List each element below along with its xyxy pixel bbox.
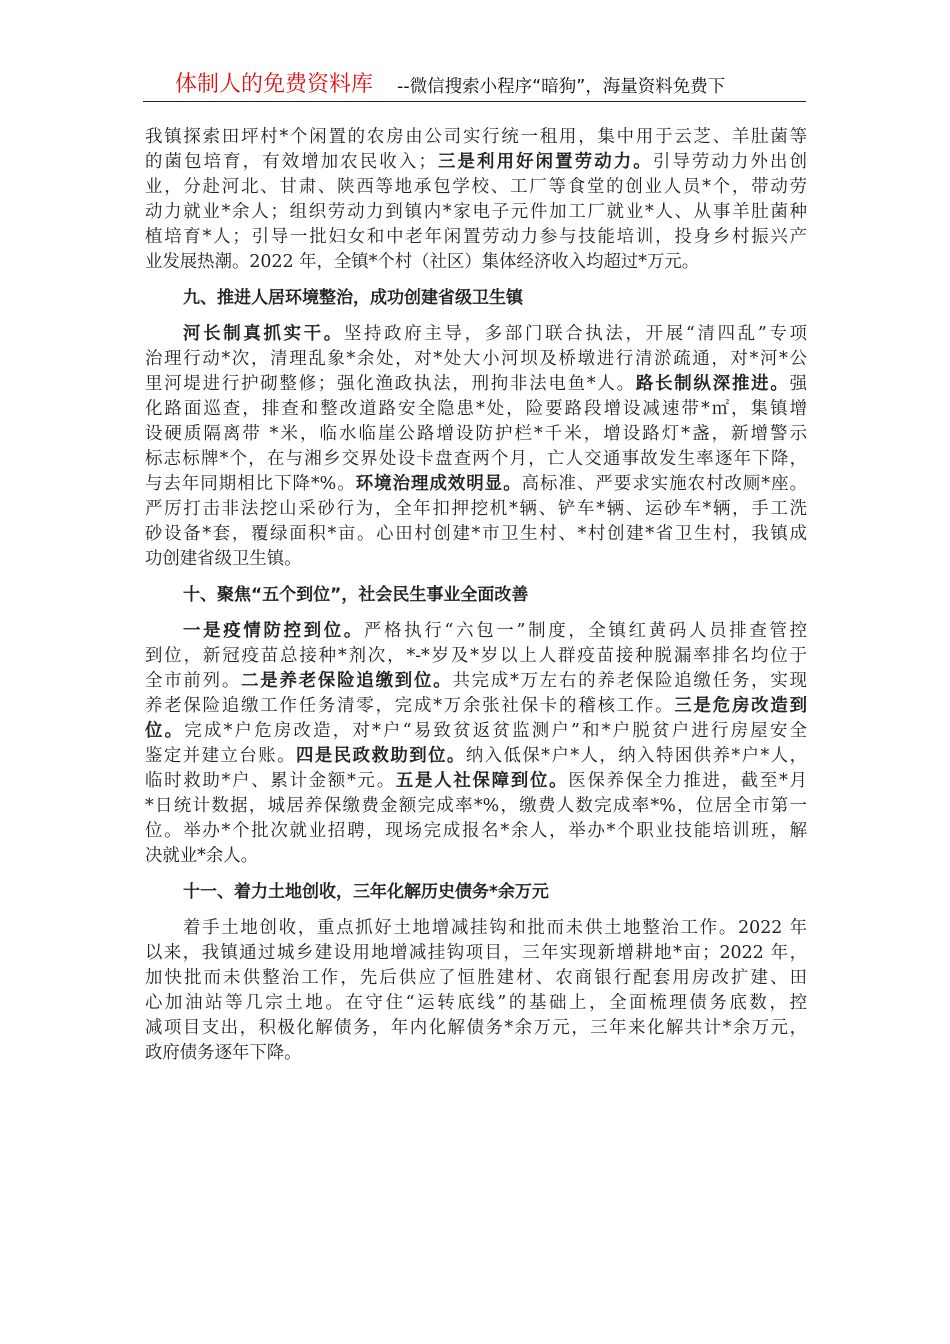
body-text: 与去年同期相比下降*%。 <box>145 474 356 494</box>
paragraph <box>145 322 807 572</box>
body-text: 心加油站等几宗土地。在守住“运转底线”的基础上，全面梳理债务底数，控 <box>145 993 807 1013</box>
body-text: 功创建省级卫生镇。 <box>145 549 302 569</box>
text-line <box>145 397 807 422</box>
text-line <box>145 769 807 794</box>
text-line <box>145 819 807 844</box>
body-text: 坚持政府主导，多部门联合执法，开展“清四乱”专项 <box>343 324 807 344</box>
body-text: 共完成*万左右的养老保险追缴任务，实现 <box>452 671 807 691</box>
body-text: 业，分赴河北、甘肃、陕西等地承包学校、工厂等食堂的创业人员*个，带动劳 <box>145 177 807 197</box>
bold-lead-text: 三是危房改造到 <box>674 696 807 716</box>
bold-lead-text: 位。 <box>145 721 185 741</box>
bold-lead-text: 五是人社保障到位。 <box>395 771 569 791</box>
body-text: 化路面巡查，排查和整改道路安全隐患*处，险要路段增设减速带*㎡，集镇增 <box>145 399 807 419</box>
body-text: 强 <box>789 374 807 394</box>
text-line <box>145 200 807 225</box>
brand-title: 体制人的免费资料库 <box>175 72 374 97</box>
body-text: 医保养保全力推进，截至*月 <box>568 771 807 791</box>
paragraph <box>145 619 807 869</box>
body-text: 引导劳动力外出创 <box>652 152 807 172</box>
section-heading: 九、推进人居环境整治，成功创建省级卫生镇 <box>183 288 523 308</box>
body-text: 设硬质隔离带 *米，临水临崖公路增设防护栏*千米，增设路灯*盏，新增警示 <box>145 424 807 444</box>
body-text: 全市前列。 <box>145 671 242 691</box>
body-text: 植培育*人；引导一批妇女和中老年闲置劳动力参与技能培训，投身乡村振兴产 <box>145 227 807 247</box>
text-line <box>145 794 807 819</box>
body-text: 纳入低保*户*人，纳入特困供养*户*人， <box>465 746 807 766</box>
bold-lead-text: 一是疫情防控到位。 <box>183 621 365 641</box>
text-line <box>145 941 807 966</box>
section-heading: 十、聚焦“五个到位”，社会民生事业全面改善 <box>183 585 529 605</box>
body-text: 决就业*余人。 <box>145 846 259 866</box>
text-line <box>145 644 807 669</box>
text-line <box>145 422 807 447</box>
body-text: 到位，新冠疫苗总接种*剂次，*-*岁及*岁以上人群疫苗接种脱漏率排名均位于 <box>145 646 807 666</box>
text-line <box>145 125 807 150</box>
body-text: 着手土地创收，重点抓好土地增减挂钩和批而未供土地整治工作。2022 年 <box>183 918 807 938</box>
bold-lead-text: 二是养老保险追缴到位。 <box>241 671 453 691</box>
text-line <box>145 347 807 372</box>
text-line <box>145 472 807 497</box>
text-line <box>145 372 807 397</box>
body-text: 养老保险追缴工作任务清零，完成*万余张社保卡的稽核工作。 <box>145 696 675 716</box>
text-line <box>145 150 807 175</box>
text-line <box>145 250 807 275</box>
text-line <box>145 694 807 719</box>
body-text: 里河堤进行护砌整修；强化渔政执法，刑拘非法电鱼*人。 <box>145 374 636 394</box>
text-line <box>145 1041 807 1066</box>
text-line <box>145 322 807 347</box>
bold-lead-text: 路长制纵深推进。 <box>635 374 790 394</box>
body-text: 政府债务逐年下降。 <box>145 1043 302 1063</box>
body-text: 的菌包培育，有效增加农民收入； <box>145 152 436 172</box>
text-line <box>145 619 807 644</box>
text-line <box>145 916 807 941</box>
body-text: 严厉打击非法挖山采砂行为，全年扣押挖机*辆、铲车*辆、运砂车*辆，手工洗 <box>145 499 807 519</box>
text-line <box>145 669 807 694</box>
body-text: 严格执行“六包一”制度，全镇红黄码人员排查管控 <box>364 621 807 641</box>
body-text: 加快批而未供整治工作，先后供应了恒胜建材、农商银行配套用房改扩建、田 <box>145 968 807 988</box>
body-text: 鉴定并建立台账。 <box>145 746 296 766</box>
bold-lead-text: 河长制真抓实干。 <box>183 324 344 344</box>
header-tagline: --微信搜索小程序“暗狗”，海量资料免费下 <box>397 77 726 97</box>
bold-lead-text: 三是利用好闲置劳动力。 <box>435 152 653 172</box>
body-text: 位。举办*个批次就业招聘，现场完成报名*余人，举办*个职业技能培训班，解 <box>145 821 807 841</box>
bold-lead-text: 四是民政救助到位。 <box>295 746 466 766</box>
text-line <box>145 966 807 991</box>
body-text: 临时救助*户、累计金额*元。 <box>145 771 396 791</box>
body-text: 砂设备*套，覆绿面积*亩。心田村创建*市卫生村、*村创建*省卫生村，我镇成 <box>145 524 807 544</box>
document-body <box>145 125 807 1066</box>
text-line <box>145 447 807 472</box>
paragraph <box>145 916 807 1066</box>
text-line <box>145 744 807 769</box>
text-line <box>145 497 807 522</box>
text-line <box>145 719 807 744</box>
body-text: 我镇探索田坪村*个闲置的农房由公司实行统一租用，集中用于云芝、羊肚菌等 <box>145 127 807 147</box>
text-line <box>145 1016 807 1041</box>
body-text: 减项目支出，积极化解债务，年内化解债务*余万元，三年来化解共计*余万元， <box>145 1018 807 1038</box>
text-line <box>145 175 807 200</box>
body-text: 业发展热潮。2022 年，全镇*个村（社区）集体经济收入均超过*万元。 <box>145 252 700 272</box>
body-text: 高标准、严要求实施农村改厕*座。 <box>521 474 807 494</box>
body-text: 完成*户危房改造，对*户“易致贫返贫监测户”和*户脱贫户进行房屋安全 <box>184 721 807 741</box>
text-line <box>145 991 807 1016</box>
text-line <box>145 547 807 572</box>
text-line <box>145 844 807 869</box>
body-text: *日统计数据，城居养保缴费金额完成率*%，缴费人数完成率*%，位居全市第一 <box>145 796 807 816</box>
section-heading: 十一、着力土地创收，三年化解历史债务*余万元 <box>183 882 549 902</box>
text-line <box>145 522 807 547</box>
bold-lead-text: 环境治理成效明显。 <box>355 474 522 494</box>
paragraph <box>145 125 807 275</box>
body-text: 动力就业*余人；组织劳动力到镇内*家电子元件加工厂就业*人、从事羊肚菌种 <box>145 202 807 222</box>
body-text: 标志标牌*个，在与湘乡交界处设卡盘查两个月，亡人交通事故发生率逐年下降， <box>145 449 807 469</box>
text-line <box>145 225 807 250</box>
body-text: 治理行动*次，清理乱象*余处，对*处大小河坝及桥墩进行清淤疏通，对*河*公 <box>145 349 807 369</box>
body-text: 以来，我镇通过城乡建设用地增减挂钩项目，三年实现新增耕地*亩；2022 年， <box>145 943 807 963</box>
page-header <box>143 70 806 102</box>
